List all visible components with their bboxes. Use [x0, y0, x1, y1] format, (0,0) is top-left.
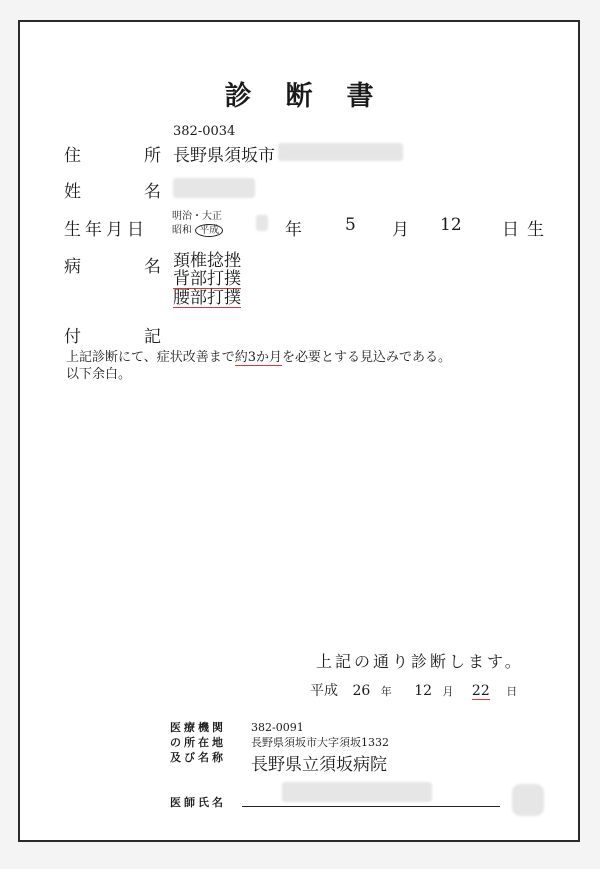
birth-month-value: 5	[345, 215, 356, 235]
disease-item: 頚椎捻挫	[173, 251, 241, 271]
doctor-label: 医師氏名	[170, 796, 226, 809]
remarks-duration: 約3か月	[234, 350, 283, 365]
institution-postal: 382-0091	[251, 721, 304, 734]
document-title: 診断書	[224, 81, 408, 112]
name-label-2: 名	[144, 182, 162, 202]
remarks-line-1	[66, 349, 451, 366]
issue-date-day: 22	[471, 683, 490, 699]
birth-label: 生年月日	[64, 220, 148, 240]
birth-era-options	[172, 210, 223, 238]
issue-date-year-unit: 年	[380, 685, 392, 698]
institution-info	[251, 720, 389, 750]
institution-label-1: 医療機関	[170, 721, 226, 734]
name-label-1: 姓	[64, 182, 82, 202]
issue-date	[310, 680, 517, 700]
disease-item: 背部打撲	[173, 269, 241, 289]
issue-date-year: 26	[352, 683, 371, 699]
doctor-name-redaction	[282, 782, 432, 802]
remarks-label-2: 記	[144, 327, 162, 347]
name-redaction	[173, 178, 255, 198]
institution-label-2: の所在地	[170, 736, 226, 749]
address-label-1: 住	[64, 146, 82, 166]
birth-month-unit: 月	[392, 220, 409, 240]
certify-statement: 上記の通り診断します。	[316, 652, 524, 671]
address-redaction	[278, 143, 403, 161]
disease-label-2: 名	[144, 257, 162, 277]
disease-list	[173, 252, 241, 308]
birth-year-redaction	[256, 215, 268, 231]
birth-day-value: 12	[440, 215, 462, 235]
remarks-line-1c: を必要とする見込みである。	[282, 350, 452, 365]
issue-date-day-unit: 日	[506, 685, 518, 698]
birth-year-unit: 年	[285, 220, 302, 240]
certificate-sheet	[18, 20, 580, 842]
remarks-line-1a: 上記診断にて、症状改善まで	[66, 350, 235, 365]
issue-date-era: 平成	[310, 683, 338, 699]
birth-day-unit: 日生	[502, 220, 552, 240]
disease-item: 腰部打撲	[173, 288, 241, 308]
institution-name: 長野県立須坂病院	[251, 755, 387, 775]
birth-era-line2	[172, 224, 223, 238]
disease-label-1: 病	[64, 257, 82, 277]
address-value: 長野県須坂市	[173, 146, 275, 166]
institution-address: 長野県須坂市大字須坂1332	[251, 736, 389, 749]
issue-date-month: 12	[414, 683, 433, 699]
remarks-label-1: 付	[64, 327, 82, 347]
birth-era-showa: 昭和	[172, 225, 192, 236]
address-label-2: 所	[144, 146, 162, 166]
remarks-line-2: 以下余白。	[66, 367, 132, 382]
doctor-signature-line	[242, 806, 500, 807]
institution-label-3: 及び名称	[170, 751, 226, 764]
issue-date-month-unit: 月	[442, 685, 454, 698]
address-postal: 382-0034	[173, 124, 236, 139]
institution-labels	[170, 720, 226, 765]
birth-era-line1: 明治・大正	[172, 211, 222, 222]
doctor-seal-redaction	[512, 784, 544, 816]
remarks-text	[66, 349, 451, 383]
birth-era-circled: 平成	[195, 224, 223, 237]
